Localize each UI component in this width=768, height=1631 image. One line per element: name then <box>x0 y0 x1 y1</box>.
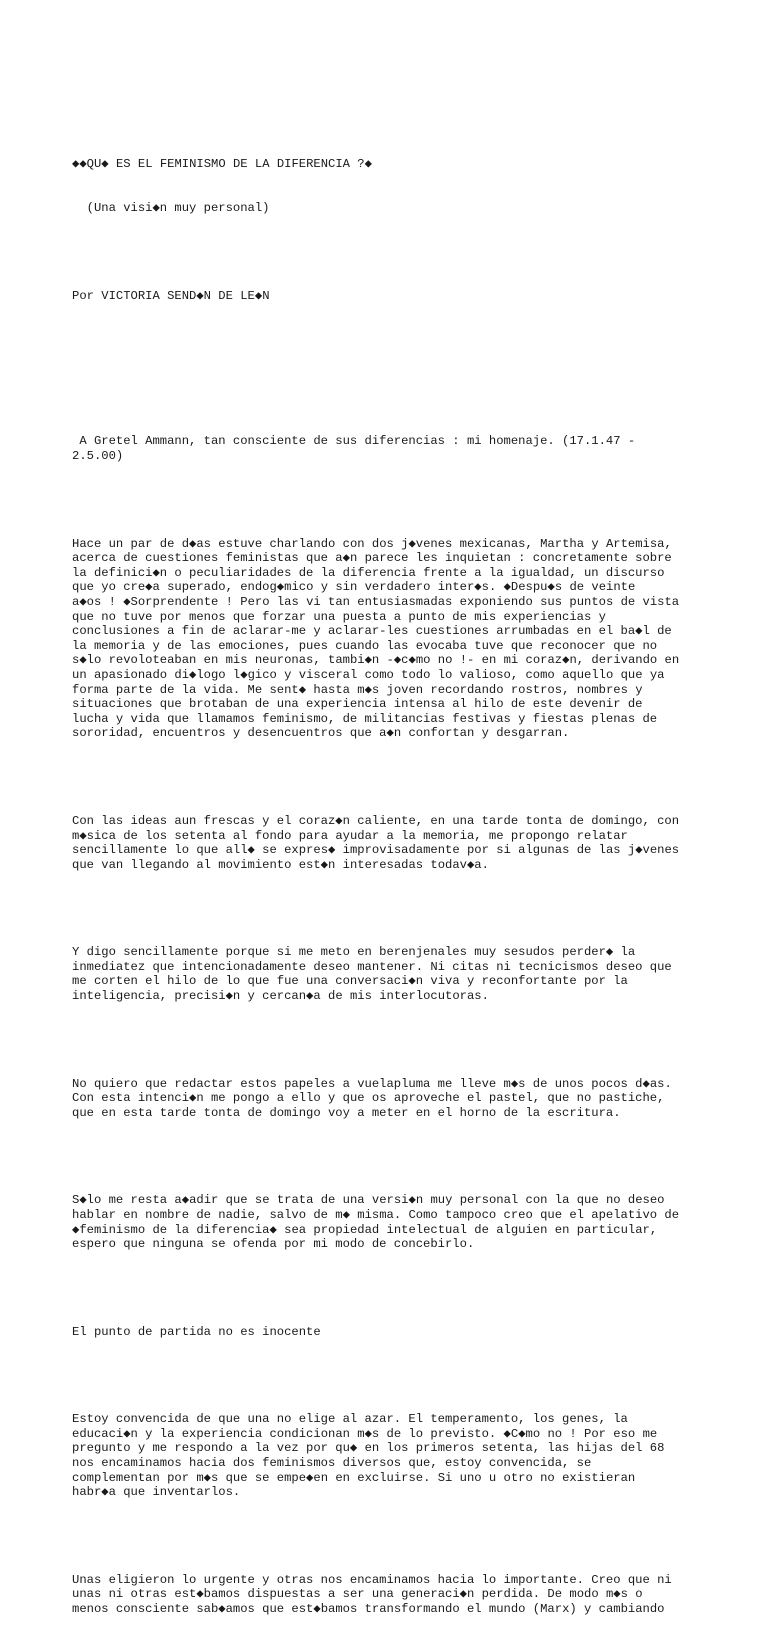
paragraph: Con las ideas aun frescas y el coraz◆n caliente, en una tarde tonta de domingo, con m◆sica de los setenta al fondo para ayudar a la memoria, me propongo relatar sencillamente lo que all◆ se expres◆ improvisadamente por si algunas de las j◆venes que van llegando al movimiento est◆n interesadas todav◆a. <box>72 813 680 872</box>
section-heading: El punto de partida no es inocente <box>72 1324 321 1339</box>
document-page <box>72 128 712 1631</box>
dedication: A Gretel Ammann, tan consciente de sus diferencias : mi homenaje. (17.1.47 - 2.5.00) <box>72 434 636 464</box>
author-line: Por VICTORIA SEND◆N DE LE◆N <box>72 288 270 303</box>
document-subtitle: (Una visi◆n muy personal) <box>72 200 270 215</box>
paragraph: Estoy convencida de que una no elige al azar. El temperamento, los genes, la educaci◆n y la experiencia condicionan m◆s de lo previsto. ◆C◆mo no ! Por eso me pregunto y me respondo a la vez por qu◆ en los primeros setenta, las hijas del 68 nos encaminamos hacia dos feminismos diversos que, estoy convencida, se complementan por m◆s que se empe◆en en excluirse. Si uno u otro no existieran habr◆a que inventarlos. <box>72 1412 665 1500</box>
paragraph: Unas eligieron lo urgente y otras nos encaminamos hacia lo importante. Creo que ni unas ni otras est◆bamos dispuestas a ser una generaci◆n perdida. De modo m◆s o menos consciente sab◆amos que est◆bamos transformando el mundo (Marx) y cambiando <box>72 1572 672 1616</box>
paragraph: No quiero que redactar estos papeles a vuelapluma me lleve m◆s de unos pocos d◆as. Con esta intenci◆n me pongo a ello y que os aproveche el pastel, que no pastiche, que en esta tarde tonta de domingo voy a meter en el horno de la escritura. <box>72 1076 672 1120</box>
paragraph: Hace un par de d◆as estuve charlando con dos j◆venes mexicanas, Martha y Artemisa, acerca de cuestiones feministas que a◆n parece les inquietan : concretamente sobre la definici◆n o peculiaridades de la diferencia frente a la igualdad, un discurso que yo cre◆a superado, endog◆mico y sin verdadero inter◆s. ◆Despu◆s de veinte a◆os ! ◆Sorprendente ! Pero las vi tan entusiasmadas exponiendo sus puntos de vista que no tuve por menos que forzar una puesta a punto de mis experiencias y conclusiones a fin de aclarar-me y aclarar-les cuestiones arrumbadas en el ba◆l de la memoria y de las emociones, pues cuando las evocaba tuve que reconocer que no s◆lo revoloteaban en mis neuronas, tambi◆n -◆c◆mo no !- en mi coraz◆n, derivando en un apasionado di◆logo l◆gico y visceral como todo lo valioso, como aquello que ya forma parte de la vida. Me sent◆ hasta m◆s joven recordando rostros, nombres y situaciones que brotaban de una experiencia intensa al hilo de este devenir de lucha y vida que llamamos feminismo, de militancias festivas y fiestas plenas de sororidad, encuentros y desencuentros que a◆n confortan y desgarran. <box>72 536 680 741</box>
paragraph: Y digo sencillamente porque si me meto en berenjenales muy sesudos perder◆ la inmediatez que intencionadamente deseo mantener. Ni citas ni tecnicismos deseo que me corten el hilo de lo que fue una conversaci◆n viva y reconfortante por la inteligencia, precisi◆n y cercan◆a de mis interlocutoras. <box>72 945 672 1004</box>
paragraph: S◆lo me resta a◆adir que se trata de una versi◆n muy personal con la que no deseo hablar en nombre de nadie, salvo de m◆ misma. Como tampoco creo que el apelativo de ◆feminismo de la diferencia◆ sea propiedad intelectual de alguien en particular, espero que ninguna se ofenda por mi modo de concebirlo. <box>72 1193 680 1252</box>
document-title: ◆◆QU◆ ES EL FEMINISMO DE LA DIFERENCIA ?◆ <box>72 157 372 172</box>
